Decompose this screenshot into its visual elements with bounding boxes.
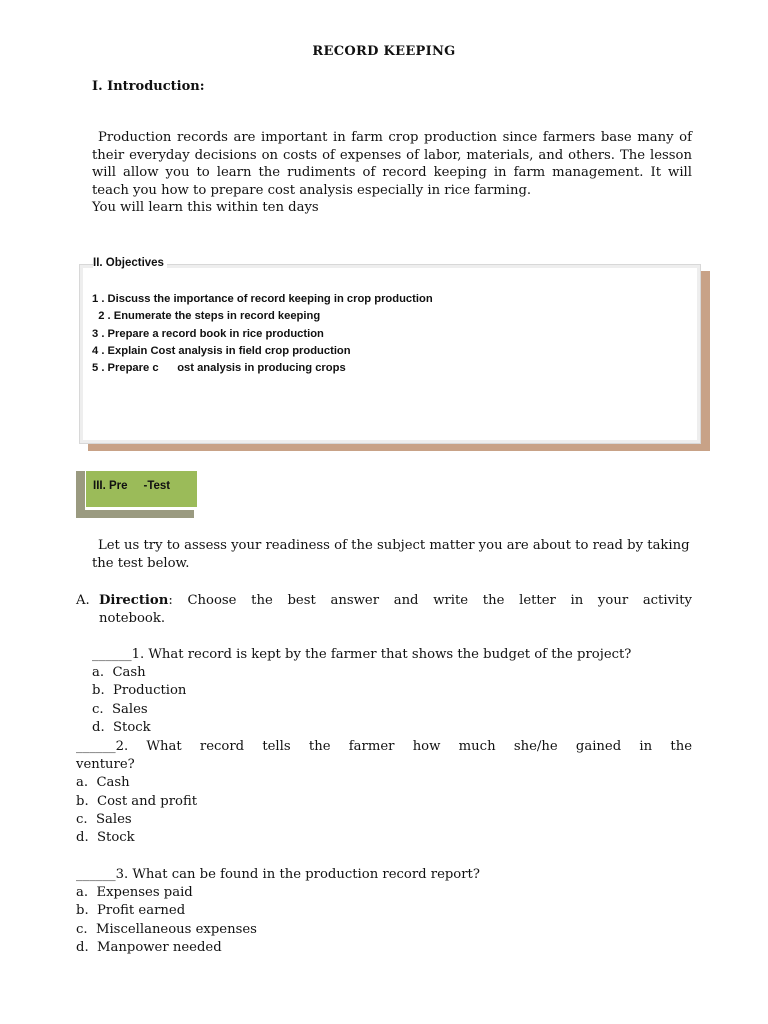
objective-item: 2 . Enumerate the steps in record keeping bbox=[92, 310, 321, 323]
direction-line bbox=[99, 592, 692, 610]
answer-option: a. Cash bbox=[92, 665, 146, 681]
answer-option: c. Miscellaneous expenses bbox=[76, 921, 257, 937]
answer-option: c. Sales bbox=[76, 811, 132, 827]
objective-item: 3 . Prepare a record book in rice production bbox=[92, 327, 324, 340]
introduction-section bbox=[92, 129, 692, 217]
objectives-list bbox=[92, 291, 433, 377]
introduction-duration: You will learn this within ten days bbox=[92, 200, 319, 216]
pretest-intro bbox=[92, 537, 692, 572]
answer-option: d. Stock bbox=[92, 719, 151, 735]
question-stem: ______2. What record tells the farmer how much she/he gained in the bbox=[76, 739, 692, 754]
direction-label: Direction bbox=[99, 593, 169, 608]
question-stem: ______1. What record is kept by the farmer that shows the budget of the project? bbox=[92, 647, 632, 662]
answer-option: b. Cost and profit bbox=[76, 793, 198, 809]
answer-option: d. Manpower needed bbox=[76, 939, 222, 955]
question-1 bbox=[92, 646, 692, 737]
answer-option: c. Sales bbox=[92, 701, 148, 717]
answer-option: a. Expenses paid bbox=[76, 885, 193, 901]
objective-item: 1 . Discuss the importance of record keeping in crop production bbox=[92, 293, 433, 305]
objectives-heading: II. Objectives bbox=[93, 257, 167, 269]
pretest-heading: III. Pre -Test bbox=[86, 471, 197, 507]
direction-text-continued: notebook. bbox=[99, 610, 166, 626]
pretest-label-shadow bbox=[76, 510, 194, 518]
objective-item: 5 . Prepare c ost analysis in producing crops bbox=[92, 362, 346, 375]
pretest-intro-text: Let us try to assess your readiness of the subject matter you are about to read by taking the test below. bbox=[92, 538, 690, 571]
answer-option: a. Cash bbox=[76, 775, 130, 791]
objective-item: 4 . Explain Cost analysis in field crop production bbox=[92, 344, 351, 357]
answer-option: b. Profit earned bbox=[76, 903, 186, 919]
answer-option: b. Production bbox=[92, 683, 187, 699]
direction-letter: A. bbox=[76, 593, 90, 608]
answer-option: d. Stock bbox=[76, 830, 135, 846]
question-2 bbox=[76, 738, 692, 847]
question-3 bbox=[76, 866, 692, 957]
direction-text: : Choose the best answer and write the letter in your activity bbox=[168, 593, 692, 608]
direction-block bbox=[76, 592, 692, 627]
question-stem: ______3. What can be found in the production record report? bbox=[76, 867, 480, 882]
document-title: RECORD KEEPING bbox=[312, 44, 456, 59]
introduction-heading: I. Introduction: bbox=[92, 79, 205, 94]
question-stem-continued: venture? bbox=[76, 757, 135, 773]
introduction-paragraph: Production records are important in farm crop production since farmers base many of their everyday decisions on costs of expenses of labor, materials, and others. The lesson will allow you to learn the rudiments of record keeping in farm management. It will teach you how to prepare cost analysis especially in rice farming. bbox=[92, 130, 692, 198]
